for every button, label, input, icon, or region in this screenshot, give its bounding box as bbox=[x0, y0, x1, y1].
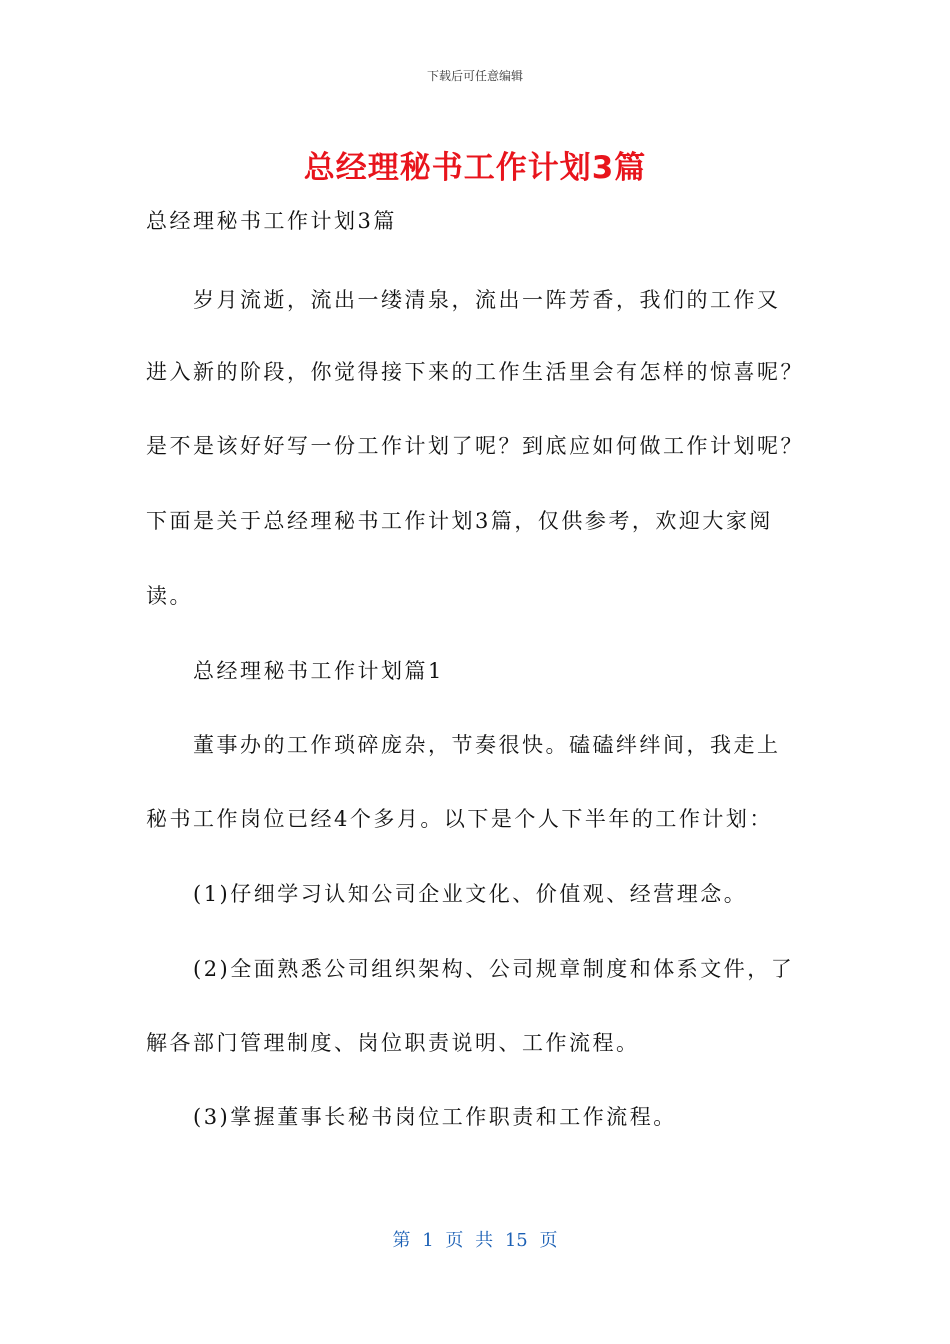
paragraph-line: 是不是该好好写一份工作计划了呢？到底应如何做工作计划呢？ bbox=[146, 434, 804, 458]
paragraph-line: 董事办的工作琐碎庞杂，节奏很快。磕磕绊绊间，我走上 bbox=[193, 733, 781, 757]
page-number-footer: 第 1 页 共 15 页 bbox=[392, 1230, 558, 1251]
header-note: 下载后可任意编辑 bbox=[426, 69, 523, 83]
paragraph-line: 下面是关于总经理秘书工作计划3篇，仅供参考，欢迎大家阅 bbox=[146, 509, 773, 533]
document-title: 总经理秘书工作计划3篇 bbox=[303, 150, 647, 186]
subtitle-line: 总经理秘书工作计划3篇 bbox=[146, 209, 397, 233]
section-heading: 总经理秘书工作计划篇1 bbox=[193, 659, 444, 683]
paragraph-line: 进入新的阶段，你觉得接下来的工作生活里会有怎样的惊喜呢？ bbox=[146, 360, 804, 384]
list-item: (1)仔细学习认知公司企业文化、价值观、经营理念。 bbox=[193, 882, 748, 906]
list-item: (2)全面熟悉公司组织架构、公司规章制度和体系文件，了 bbox=[193, 957, 795, 981]
paragraph-line: 岁月流逝，流出一缕清泉，流出一阵芳香，我们的工作又 bbox=[193, 288, 781, 312]
list-item: (3)掌握董事长秘书岗位工作职责和工作流程。 bbox=[193, 1105, 677, 1129]
paragraph-line: 读。 bbox=[146, 584, 193, 608]
list-item-continuation: 解各部门管理制度、岗位职责说明、工作流程。 bbox=[146, 1031, 640, 1055]
paragraph-line: 秘书工作岗位已经4个多月。以下是个人下半年的工作计划： bbox=[146, 807, 773, 831]
